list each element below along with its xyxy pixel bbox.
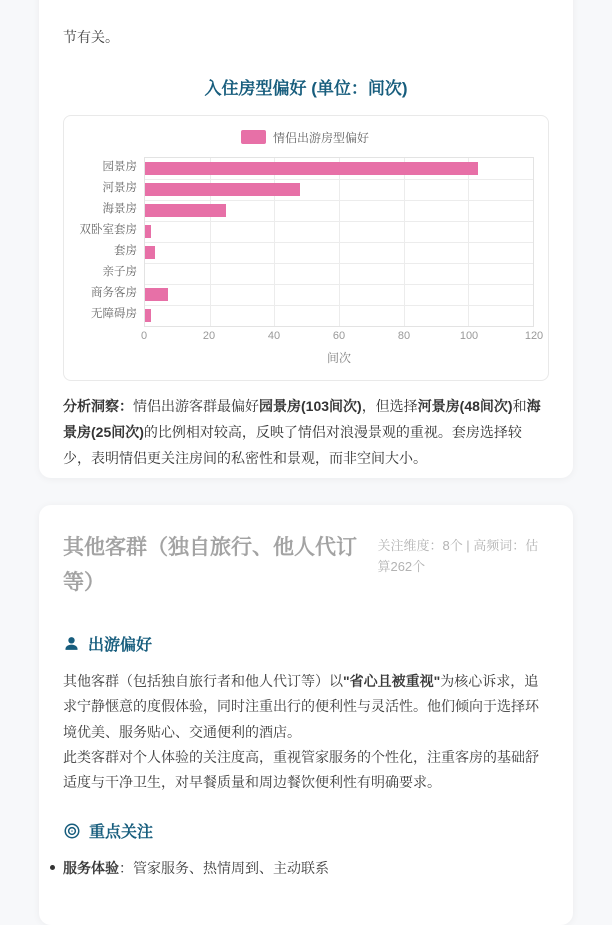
bar-双卧室套房[interactable] — [145, 225, 151, 238]
gridline-horizontal — [145, 200, 533, 201]
list-item — [63, 856, 549, 881]
bar-商务客房[interactable] — [145, 288, 168, 301]
text-segment: "省心且被重视" — [343, 673, 441, 690]
category-label: 园景房 — [102, 160, 137, 173]
text-segment: 为核心诉求，追求宁静惬意的度假体验，同时注重出行的便利性与灵活性。他们倾向于选择环境优美、服务贴心、交通便利的酒店。 — [63, 673, 539, 740]
plot-wrap — [76, 157, 534, 327]
text-segment: 分析洞察： — [63, 397, 133, 414]
category-label: 商务客房 — [91, 286, 137, 299]
intro-text: 节有关。 — [63, 29, 119, 45]
gridline-horizontal — [145, 284, 533, 285]
legend-swatch — [241, 130, 266, 144]
x-axis-ticks — [140, 329, 544, 346]
x-tick-label: 40 — [267, 329, 281, 342]
category-label: 无障碍房 — [91, 307, 137, 320]
category-label: 套房 — [114, 244, 137, 257]
plot-area — [144, 157, 534, 327]
text-segment: 的比例相对较高，反映了情侣对浪漫景观的重视。套房选择较少，表明情侣更关注房间的私密性和景观，而非空间大小。 — [63, 423, 522, 466]
text-segment: 其他客群（包括独自旅行者和他人代订等）以 — [63, 673, 343, 690]
x-axis-title: 间次 — [326, 350, 351, 365]
report-card-other-guests — [39, 505, 573, 925]
chart-title: 入住房型偏好 (单位：间次) — [204, 78, 408, 98]
x-tick-label: 80 — [397, 329, 411, 342]
bar-无障碍房[interactable] — [145, 309, 151, 322]
y-axis-labels — [76, 157, 144, 327]
bullet-text: ：管家服务、热情周到、主动联系 — [119, 860, 329, 877]
text-segment: 河景房(48间次) — [417, 397, 513, 414]
section-heading-travel-preference — [63, 632, 549, 655]
report-card-room-preference — [39, 0, 573, 478]
text-segment: 园景房(103间次) — [259, 397, 362, 414]
text-segment: 和 — [512, 397, 527, 414]
card-title: 其他客群（独自旅行、他人代订等） — [63, 536, 357, 594]
person-icon — [63, 635, 80, 652]
gridline-horizontal — [145, 221, 533, 222]
x-tick-label: 0 — [140, 329, 148, 342]
text-segment: 海景房(25间次) — [63, 397, 541, 440]
insight-paragraph — [63, 394, 549, 472]
bar-园景房[interactable] — [145, 162, 478, 175]
bar-chart — [63, 115, 549, 381]
category-label: 双卧室套房 — [79, 223, 137, 236]
target-icon — [63, 822, 81, 840]
section-heading-key-focus — [63, 819, 549, 842]
card-header — [63, 531, 549, 600]
paragraph: 此类客群对个人体验的关注度高，重视管家服务的个性化，注重客房的基础舒适度与干净卫生，对早餐质量和周边餐饮便利性有明确要求。 — [63, 748, 539, 791]
travel-preference-body — [63, 669, 549, 795]
text-segment: 情侣出游客群最偏好 — [133, 397, 259, 414]
category-label: 海景房 — [102, 202, 137, 215]
bar-套房[interactable] — [145, 246, 155, 259]
bar-河景房[interactable] — [145, 183, 300, 196]
bullet-list — [63, 856, 549, 881]
bar-海景房[interactable] — [145, 204, 226, 217]
category-label: 河景房 — [102, 181, 137, 194]
section-title: 重点关注 — [89, 824, 154, 842]
gridline-horizontal — [145, 179, 533, 180]
category-label: 亲子房 — [102, 265, 137, 278]
chart-legend[interactable] — [76, 130, 534, 145]
gridline-horizontal — [145, 242, 533, 243]
gridline-horizontal — [145, 263, 533, 264]
text-segment: ，但选择 — [361, 397, 418, 414]
gridline-horizontal — [145, 305, 533, 306]
paragraph — [63, 669, 549, 745]
x-tick-label: 120 — [524, 329, 544, 342]
card-meta: 关注维度：8个 | 高频词：估算262个 — [377, 538, 539, 574]
x-tick-label: 100 — [459, 329, 479, 342]
x-tick-label: 60 — [332, 329, 346, 342]
x-tick-label: 20 — [202, 329, 216, 342]
bullet-label: 服务体验 — [63, 860, 119, 877]
legend-label: 情侣出游房型偏好 — [272, 130, 369, 145]
section-title: 出游偏好 — [88, 637, 153, 655]
